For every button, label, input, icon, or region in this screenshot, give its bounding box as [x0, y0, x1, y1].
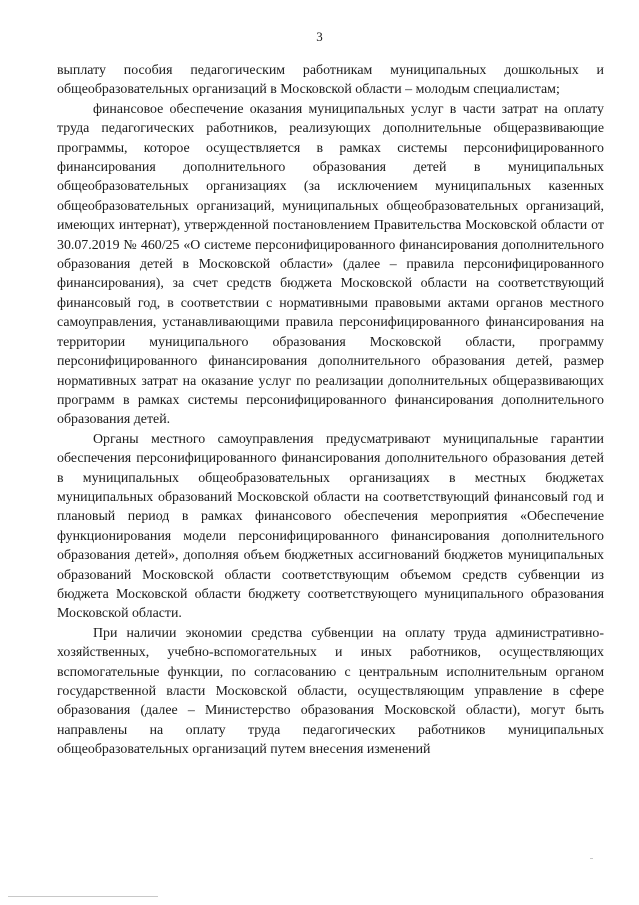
paragraph-savings: При наличии экономии средства субвенции на оплату труда административно-хозяйственных, учебно-вспомогательных и иных работников, осуществляющих вспомогательные функции, по согласованию с центральным исполнительным органом государственной власти Московской области, осуществляющим управление в сфере образования (далее – Министерство образования Московской области), могут быть направлены на оплату труда педагогических работников муниципальных общеобразовательных организаций путем внесения изменений [57, 625, 604, 758]
scan-artifact-line [590, 858, 593, 859]
paragraph-continuation: выплату пособия педагогическим работникам муниципальных дошкольных и общеобразовательных организаций в Московской области – молодым специалистам; [57, 63, 604, 98]
paragraph-financial-support: финансовое обеспечение оказания муниципальных услуг в части затрат на оплату труда педагогических работников, реализующих дополнительные общеразвивающие программы, которое осуществляется в рамках системы персонифицированного финансирования дополнительного образования детей в муниципальных общеобразовательных организациях (за исключением муниципальных казенных общеобразовательных организаций, муниципальных общеобразовательных организаций, имеющих интернат), утвержденной постановлением Правительства Московской области от 30.07.2019 № 460/25 «О системе персонифицированного финансирования дополнительного образования детей в Московской области» (далее – правила персонифицированного финансирования), за счет средств бюджета Московской области на соответствующий финансовый год, в соответствии с нормативными правовыми актами органов местного самоуправления, устанавливающими правила персонифицированного финансирования на территории муниципального образования Московской области, программу персонифицированного финансирования дополнительного образования детей, размер нормативных затрат на оказание услуг по реализации дополнительных общеразвивающих программ в рамках системы персонифицированного финансирования дополнительного образования детей. [57, 101, 604, 428]
scan-artifact-line [8, 896, 158, 897]
document-body [57, 61, 604, 760]
page-number: 3 [316, 29, 323, 44]
paragraph-local-government: Органы местного самоуправления предусматривают муниципальные гарантии обеспечения персонифицированного финансирования дополнительного образования детей в муниципальных общеобразовательных организациях в местных бюджетах муниципальных образований Московской области на соответствующий финансовый год и плановый период в рамках финансового обеспечения мероприятия «Обеспечение функционирования модели персонифицированного финансирования дополнительного образования детей», дополняя объем бюджетных ассигнований бюджетов муниципальных образований Московской области соответствующим объемом средств субвенции из бюджета Московской области бюджету соответствующего муниципального образования Московской области. [57, 431, 604, 622]
